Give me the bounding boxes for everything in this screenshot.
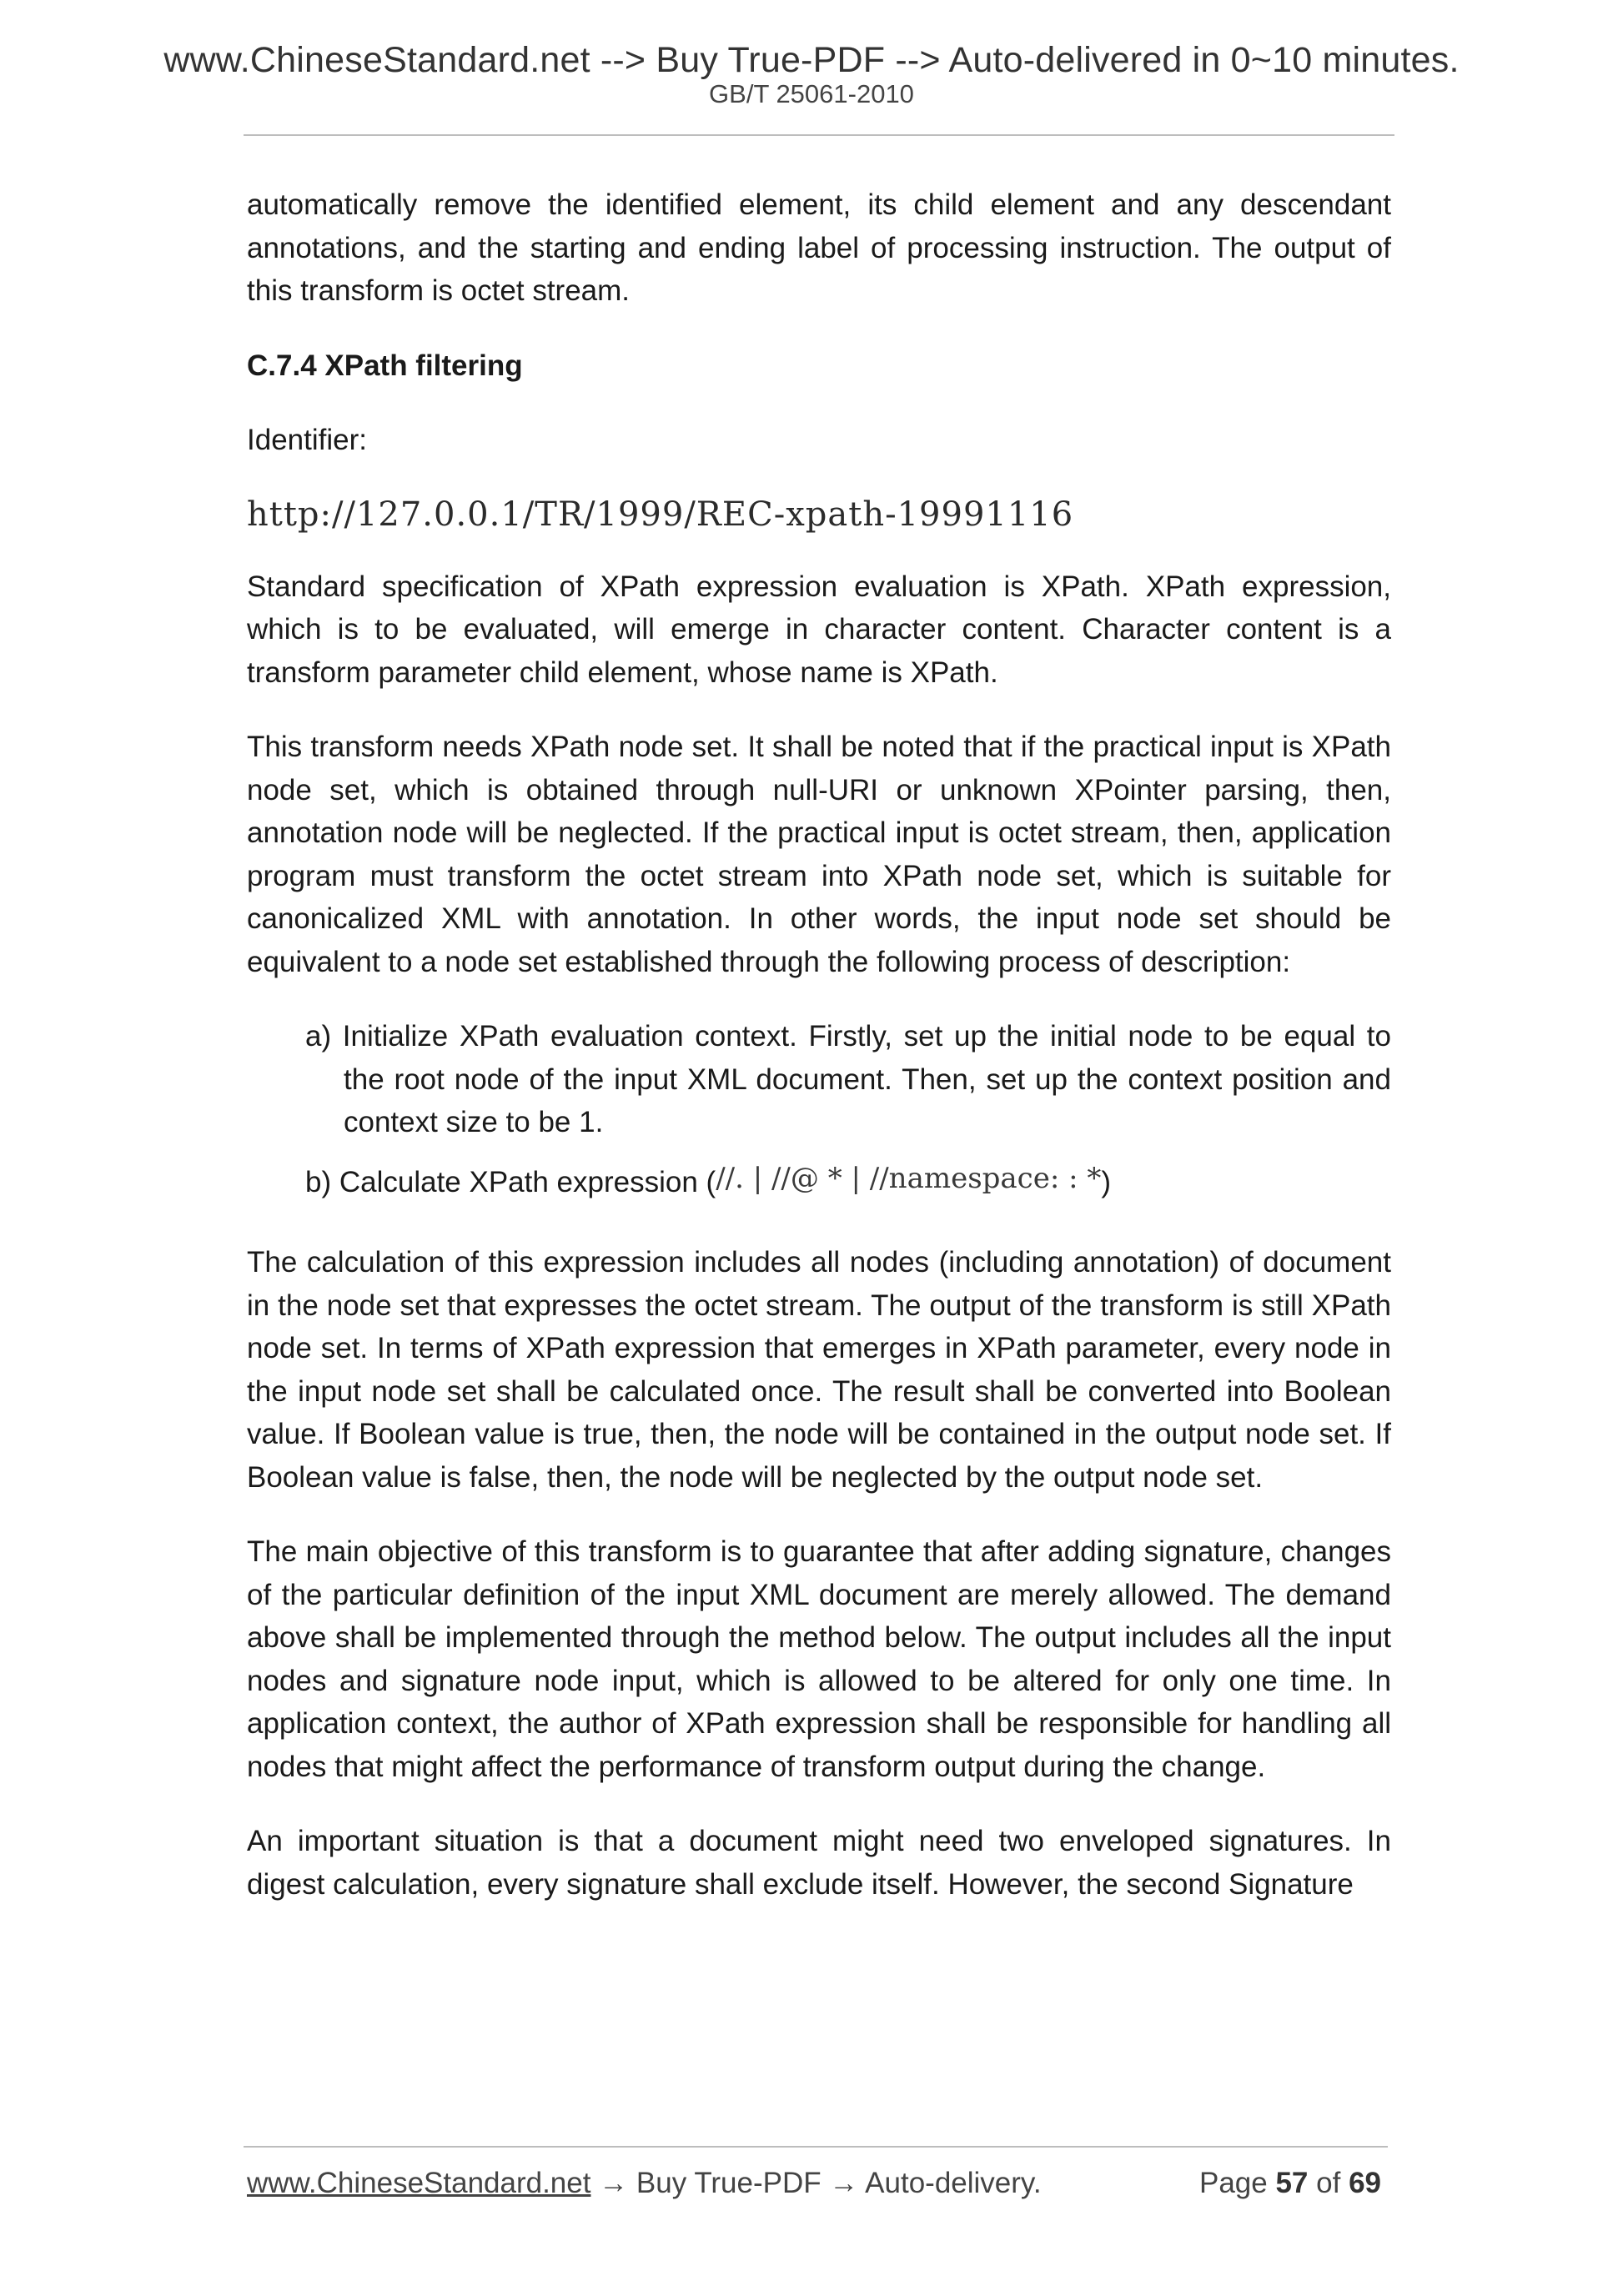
page-content [247,183,1391,1906]
list-item [305,1161,1391,1205]
standard-code: GB/T 25061-2010 [709,79,914,108]
header-divider [244,134,1394,136]
paragraph-intro: automatically remove the identified element, its child element and any descendant annotations, and the starting and ending label of processing instruction. The output of this transform is octet stream. [247,188,1391,307]
identifier-uri: http://127.0.0.1/TR/1999/REC-xpath-19991116 [247,495,1074,534]
xpath-expression: //. | //@ * | //namespace: : * [716,1161,1102,1195]
section-heading: C.7.4 XPath filtering [247,349,523,382]
identifier-label: Identifier: [247,424,367,456]
of-word: of [1316,2167,1341,2199]
footer-tagline: → Buy True-PDF → Auto-delivery. [590,2167,1042,2199]
list-item: a) Initialize XPath evaluation context. Firstly, set up the initial node to be equal to the root node of the input XML document. Then, set up the context position and context size to be 1. [305,1020,1391,1138]
footer-divider [244,2146,1388,2148]
process-list [247,1015,1391,1204]
paragraph-situation: An important situation is that a document might need two enveloped signatures. In digest calculation, every signature shall exclude itself. However, the second Signature [247,1825,1391,1901]
paragraph-spec: Standard specification of XPath expression evaluation is XPath. XPath expression, which is to be evaluated, will emerge in character content. Character content is a transform parameter child element, whose name is XPath. [247,570,1391,689]
paragraph-objective: The main objective of this transform is to guarantee that after adding signature, changes of the particular definition of the input XML document are merely allowed. The demand above shall be implemented through the method below. The output includes all the input nodes and signature node input, which is allowed to be altered for only one time. In application context, the author of XPath expression shall be responsible for handling all nodes that might affect the performance of transform output during the change. [247,1535,1391,1783]
paragraph-nodeset: This transform needs XPath node set. It shall be noted that if the practical input is XPath node set, which is obtained through null-URI or unknown XPointer parsing, then, annotation node will be neglected. If the practical input is octet stream, then, application program must transform the octet stream into XPath node set, which is suitable for canonicalized XML with annotation. In other words, the input node set should be equivalent to a node set established through the following process of description: [247,731,1391,978]
page-footer [247,2167,1381,2200]
footer-site-link[interactable]: www.ChineseStandard.net [247,2167,591,2199]
site-banner: www.ChineseStandard.net --> Buy True-PDF --> Auto-delivered in 0~10 minutes. [163,40,1460,80]
page-number: 57 [1275,2167,1309,2199]
page-word: Page [1198,2167,1268,2199]
paragraph-calculation: The calculation of this expression includes all nodes (including annotation) of document in the node set that expresses the octet stream. The output of the transform is still XPath node set. In terms of XPath expression that emerges in XPath parameter, every node in the input node set shall be calculated once. The result shall be converted into Boolean value. If Boolean value is true, then, the node will be contained in the output node set. If Boolean value is false, then, the node will be neglected by the output node set. [247,1246,1391,1494]
page-total: 69 [1349,2167,1381,2199]
page-indicator [1199,2167,1381,2200]
list-item-b-prefix: b) Calculate XPath expression ( [305,1165,716,1198]
list-item-b-suffix: ) [1101,1165,1112,1198]
